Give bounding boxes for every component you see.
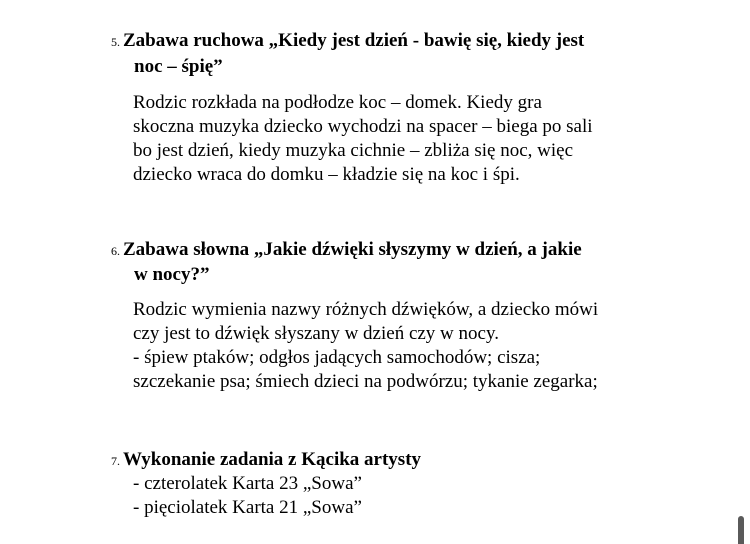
section-7-heading [111,448,421,473]
section-5-body-line: dziecko wraca do domku – kładzie się na koc i śpi. [133,164,520,185]
section-5-body-line: skoczna muzyka dziecko wychodzi na spacer – biega po sali [133,116,593,137]
section-7-number: 7. [111,454,120,468]
section-6-body-line: Rodzic wymienia nazwy różnych dźwięków, a dziecko mówi [133,299,599,320]
section-5-heading [111,29,584,54]
section-7-body [133,472,362,520]
section-5-body [133,91,593,187]
section-6-heading-line1: Zabawa słowna „Jakie dźwięki słyszymy w dzień, a jakie [123,239,582,260]
section-7-heading-line1: Wykonanie zadania z Kącika artysty [123,449,422,470]
scrollbar-thumb[interactable] [738,516,744,544]
section-6-heading-line2: w nocy?” [134,264,210,285]
section-6-body-line: - śpiew ptaków; odgłos jadących samochodów; cisza; [133,347,541,368]
section-5-body-line: bo jest dzień, kiedy muzyka cichnie – zbliża się noc, więc [133,140,574,161]
section-6-heading [111,238,582,263]
section-6-body-line: szczekanie psa; śmiech dzieci na podwórzu; tykanie zegarka; [133,371,598,392]
section-6-number: 6. [111,244,120,258]
section-6-body-line: czy jest to dźwięk słyszany w dzień czy w nocy. [133,323,499,344]
section-5-body-line: Rodzic rozkłada na podłodze koc – domek. Kiedy gra [133,92,542,113]
section-6-body [133,298,598,394]
section-5-number: 5. [111,35,120,49]
section-5-heading-line1: Zabawa ruchowa „Kiedy jest dzień - bawię się, kiedy jest [123,30,585,51]
section-7-body-line: - pięciolatek Karta 21 „Sowa” [133,497,362,518]
section-7-body-line: - czterolatek Karta 23 „Sowa” [133,473,362,494]
section-5-heading-line2: noc – śpię” [134,56,223,77]
